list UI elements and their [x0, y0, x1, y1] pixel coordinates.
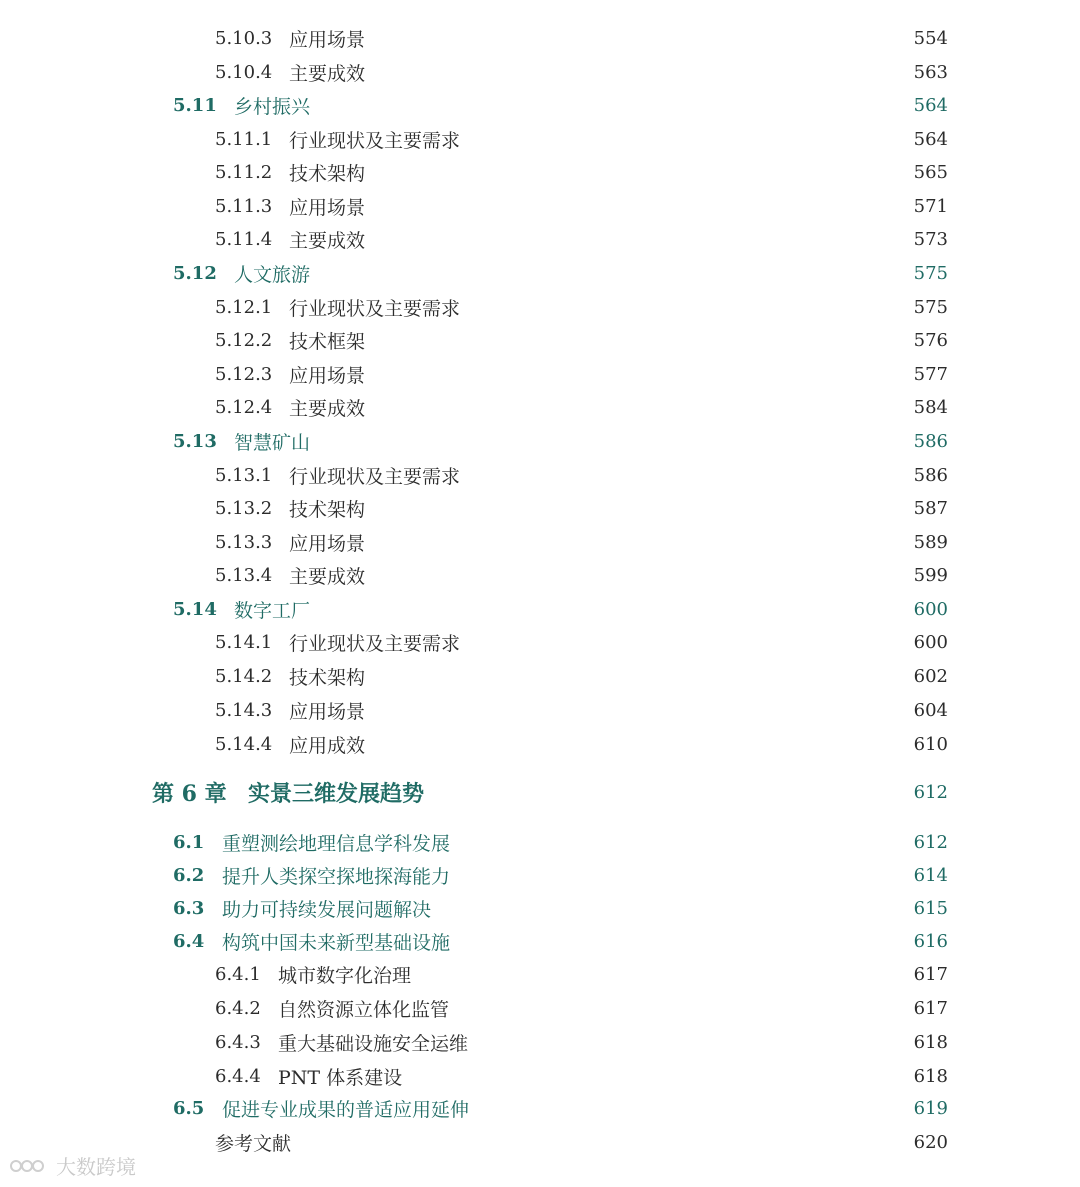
- toc-entry-subsection[interactable]: [215, 957, 948, 991]
- toc-entry-subsection[interactable]: [215, 558, 948, 592]
- entry-number: 5.12.1: [215, 296, 273, 318]
- entry-title: 提升人类探空探地探海能力: [222, 865, 451, 888]
- entry-title: 参考文献: [215, 1132, 292, 1155]
- entry-number: 5.10.3: [215, 27, 273, 49]
- page-number: 586: [913, 430, 948, 452]
- dot-leader: [371, 323, 911, 357]
- dot-leader: [316, 256, 911, 290]
- dot-leader: [371, 491, 911, 525]
- entry-title: 应用场景: [289, 532, 366, 555]
- toc-entry-subsection[interactable]: [215, 727, 948, 761]
- entry-number: 5.13.4: [215, 564, 273, 586]
- entry-number: 6.3: [173, 897, 205, 919]
- entry-number: 5.11: [173, 94, 217, 116]
- entry-title: 重塑测绘地理信息学科发展: [222, 832, 451, 855]
- dot-leader: [455, 991, 911, 1025]
- entry-number: 6.5: [173, 1097, 205, 1119]
- dot-leader: [466, 625, 911, 659]
- chapter-number: 第 6 章: [152, 780, 227, 807]
- entry-title: 技术框架: [289, 330, 366, 353]
- entry-title: 重大基础设施安全运维: [278, 1032, 469, 1055]
- toc-entry-subsection[interactable]: [215, 357, 948, 391]
- toc-entry-section[interactable]: [173, 592, 948, 626]
- toc-entry-section[interactable]: [173, 256, 948, 290]
- page-number: 600: [913, 631, 948, 653]
- entry-number: 6.1: [173, 831, 205, 853]
- entry-number: 5.14.1: [215, 631, 273, 653]
- page-number: 612: [913, 781, 948, 803]
- page-number: 610: [913, 733, 948, 755]
- dot-leader: [437, 891, 911, 925]
- entry-number: 6.4.3: [215, 1031, 261, 1053]
- toc-entry-subsection[interactable]: [215, 55, 948, 89]
- dot-leader: [371, 525, 911, 559]
- dot-leader: [371, 659, 911, 693]
- entry-title: 主要成效: [289, 397, 366, 420]
- dot-leader: [371, 357, 911, 391]
- entry-title: 应用成效: [289, 734, 366, 757]
- dot-leader: [371, 155, 911, 189]
- entry-number: 5.12.3: [215, 363, 273, 385]
- entry-number: 6.4.4: [215, 1065, 261, 1087]
- toc-entry-section[interactable]: [173, 1091, 948, 1125]
- page-number: 604: [913, 699, 948, 721]
- toc-entry-subsection[interactable]: [215, 323, 948, 357]
- entry-number: 5.11.3: [215, 195, 273, 217]
- entry-title: 应用场景: [289, 364, 366, 387]
- page-number: 575: [913, 296, 948, 318]
- dot-leader: [408, 1059, 911, 1093]
- toc-entry-section[interactable]: [173, 88, 948, 122]
- entry-title: 行业现状及主要需求: [289, 129, 461, 152]
- toc-entry-subsection[interactable]: [215, 122, 948, 156]
- page-number: 563: [913, 61, 948, 83]
- toc-entry-subsection[interactable]: [215, 21, 948, 55]
- entry-number: 5.12: [173, 262, 217, 284]
- page-number: 564: [913, 94, 948, 116]
- entry-title: 主要成效: [289, 565, 366, 588]
- entry-title: 自然资源立体化监管: [278, 998, 450, 1021]
- toc-entry-subsection[interactable]: [215, 222, 948, 256]
- dot-leader: [297, 1125, 911, 1159]
- page-number: 620: [913, 1131, 948, 1153]
- entry-title: 技术架构: [289, 498, 366, 521]
- page-number: 589: [913, 531, 948, 553]
- dot-leader: [466, 122, 911, 156]
- watermark-text: 大数跨境: [56, 1155, 136, 1179]
- entry-title: 乡村振兴: [234, 95, 311, 118]
- toc-entry-references[interactable]: [215, 1125, 948, 1159]
- toc-entry-subsection[interactable]: [215, 491, 948, 525]
- page-number: 564: [913, 128, 948, 150]
- entry-title: 技术架构: [289, 162, 366, 185]
- page-number: 612: [913, 831, 948, 853]
- toc-entry-section[interactable]: [173, 924, 948, 958]
- chapter-title: 实景三维发展趋势: [248, 780, 425, 807]
- entry-title: 行业现状及主要需求: [289, 297, 461, 320]
- entry-title: 城市数字化治理: [278, 964, 412, 987]
- entry-title: 数字工厂: [234, 599, 311, 622]
- page-number: 616: [913, 930, 948, 952]
- page-number: 565: [913, 161, 948, 183]
- entry-number: 5.12.4: [215, 396, 273, 418]
- entry-number: 6.4.1: [215, 963, 261, 985]
- dot-leader: [371, 727, 911, 761]
- entry-number: 5.12.2: [215, 329, 273, 351]
- toc-entry-subsection[interactable]: [215, 458, 948, 492]
- toc-entry-subsection[interactable]: [215, 390, 948, 424]
- dot-leader: [456, 825, 911, 859]
- page-number: 615: [913, 897, 948, 919]
- dot-leader: [417, 957, 911, 991]
- entry-number: 5.11.1: [215, 128, 273, 150]
- entry-number: 5.13: [173, 430, 217, 452]
- entry-title: 应用场景: [289, 28, 366, 51]
- toc-entry-subsection[interactable]: [215, 659, 948, 693]
- entry-number: 5.14.4: [215, 733, 273, 755]
- entry-number: 5.14: [173, 598, 217, 620]
- page-number: 571: [913, 195, 948, 217]
- entry-number: 5.13.2: [215, 497, 273, 519]
- toc-entry-section[interactable]: [173, 825, 948, 859]
- dot-leader: [466, 290, 911, 324]
- page-number: 576: [913, 329, 948, 351]
- entry-title: 应用场景: [289, 196, 366, 219]
- toc-entry-chapter[interactable]: [152, 772, 948, 812]
- brand-logo-icon: [10, 1154, 50, 1178]
- entry-title: 构筑中国未来新型基础设施: [222, 931, 451, 954]
- page-number: 599: [913, 564, 948, 586]
- entry-title: 助力可持续发展问题解决: [222, 898, 432, 921]
- page-number: 587: [913, 497, 948, 519]
- dot-leader: [371, 21, 911, 55]
- dot-leader: [371, 558, 911, 592]
- toc-entry-subsection[interactable]: [215, 693, 948, 727]
- entry-number: 6.4: [173, 930, 205, 952]
- entry-title: 应用场景: [289, 700, 366, 723]
- entry-number: 5.14.3: [215, 699, 273, 721]
- dot-leader: [466, 458, 911, 492]
- page-number: 618: [913, 1031, 948, 1053]
- toc-entry-section[interactable]: [173, 891, 948, 925]
- dot-leader: [316, 424, 911, 458]
- entry-number: 5.10.4: [215, 61, 273, 83]
- entry-number: 5.14.2: [215, 665, 273, 687]
- entry-title: 行业现状及主要需求: [289, 632, 461, 655]
- toc-entry-subsection[interactable]: [215, 290, 948, 324]
- dot-leader: [474, 1025, 911, 1059]
- toc-entry-subsection[interactable]: [215, 991, 948, 1025]
- page-number: 573: [913, 228, 948, 250]
- page-number: 586: [913, 464, 948, 486]
- entry-number: 5.13.1: [215, 464, 273, 486]
- page-number: 617: [913, 997, 948, 1019]
- toc-entry-subsection[interactable]: [215, 155, 948, 189]
- entry-title: PNT 体系建设: [278, 1066, 403, 1089]
- dot-leader: [475, 1091, 911, 1125]
- entry-title: 主要成效: [289, 229, 366, 252]
- dot-leader: [456, 924, 911, 958]
- page-number: 575: [913, 262, 948, 284]
- toc-entry-subsection[interactable]: [215, 625, 948, 659]
- toc-entry-section[interactable]: [173, 424, 948, 458]
- watermark: [10, 1151, 136, 1180]
- entry-number: 6.4.2: [215, 997, 261, 1019]
- page-number: 618: [913, 1065, 948, 1087]
- dot-leader: [371, 390, 911, 424]
- dot-leader: [316, 592, 911, 626]
- page-number: 577: [913, 363, 948, 385]
- dot-leader: [316, 88, 911, 122]
- entry-title: 主要成效: [289, 62, 366, 85]
- entry-number: 5.11.4: [215, 228, 273, 250]
- entry-number: 6.2: [173, 864, 205, 886]
- page-number: 554: [913, 27, 948, 49]
- dot-leader: [371, 693, 911, 727]
- entry-title: 技术架构: [289, 666, 366, 689]
- dot-leader: [456, 858, 911, 892]
- toc-entry-subsection[interactable]: [215, 1059, 948, 1093]
- toc-entry-subsection[interactable]: [215, 525, 948, 559]
- entry-number: 5.13.3: [215, 531, 273, 553]
- dot-leader: [371, 55, 911, 89]
- toc-entry-section[interactable]: [173, 858, 948, 892]
- entry-title: 人文旅游: [234, 263, 311, 286]
- dot-leader: [371, 189, 911, 223]
- dot-leader: [430, 772, 911, 812]
- entry-title: 行业现状及主要需求: [289, 465, 461, 488]
- page-number: 614: [913, 864, 948, 886]
- toc-entry-subsection[interactable]: [215, 1025, 948, 1059]
- toc-entry-subsection[interactable]: [215, 189, 948, 223]
- entry-title: 促进专业成果的普适应用延伸: [222, 1098, 470, 1121]
- page-number: 617: [913, 963, 948, 985]
- entry-number: 5.11.2: [215, 161, 273, 183]
- dot-leader: [371, 222, 911, 256]
- page-number: 602: [913, 665, 948, 687]
- page-number: 584: [913, 396, 948, 418]
- entry-title: 智慧矿山: [234, 431, 311, 454]
- page-number: 619: [913, 1097, 948, 1119]
- page-number: 600: [913, 598, 948, 620]
